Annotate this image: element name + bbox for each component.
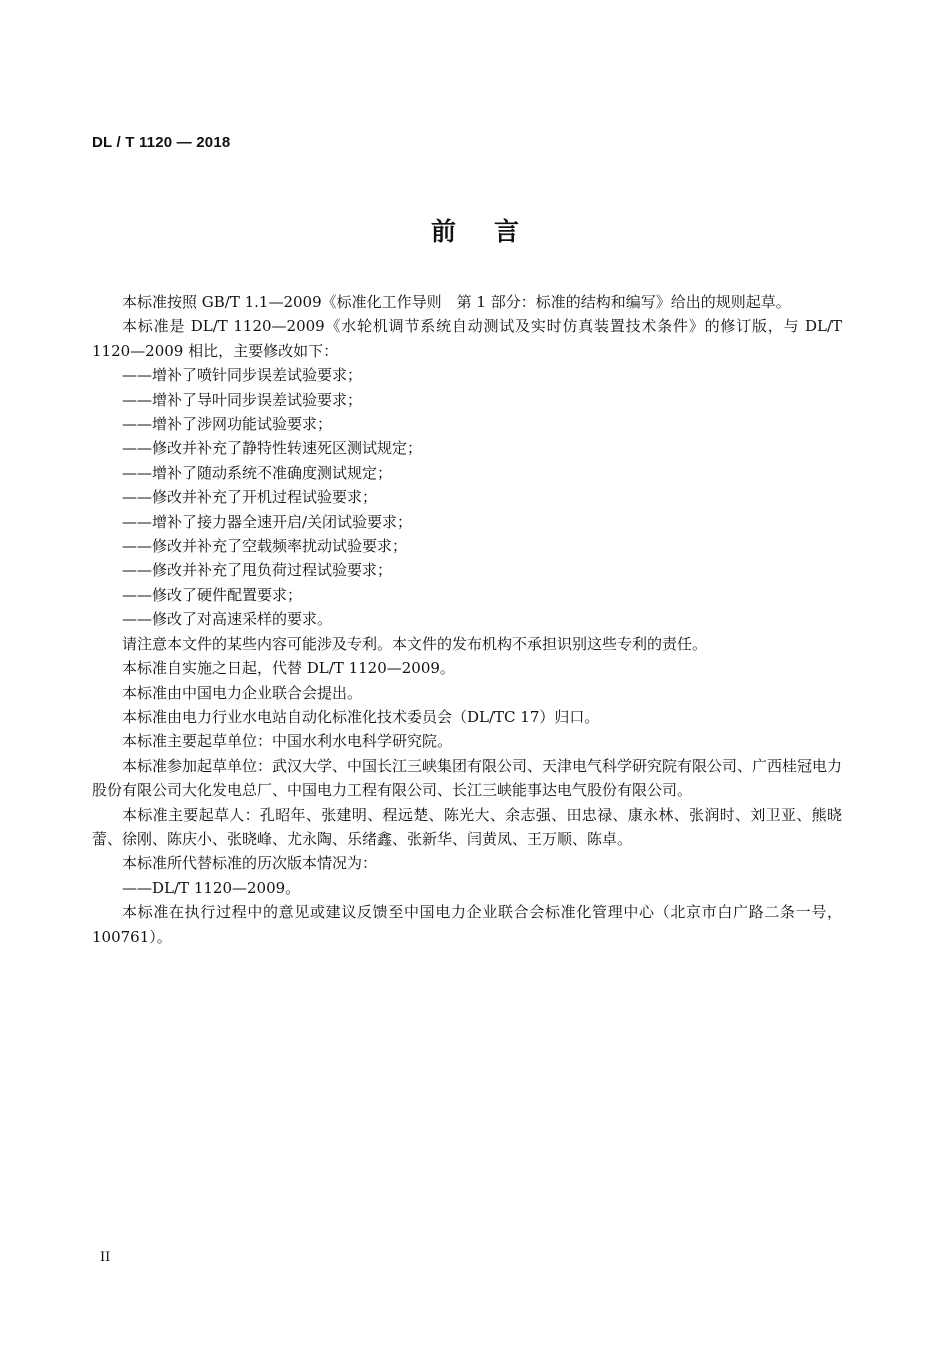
paragraph-centralized-by: 本标准由电力行业水电站自动化标准化技术委员会（DL/TC 17）归口。: [122, 707, 600, 726]
paragraph-revision-summary: 本标准是 DL/T 1120—2009《水轮机调节系统自动测试及实时仿真装置技术条件》的修订版，与 DL/T 1120—2009 相比，主要修改如下：: [92, 317, 842, 360]
paragraph-participating-units: 本标准参加起草单位：武汉大学、中国长江三峡集团有限公司、天津电气科学研究院有限公司、广西桂冠电力股份有限公司大化发电总厂、中国电力工程有限公司、长江三峡能事达电气股份有限公司。: [92, 756, 843, 800]
paragraph-drafting-rules: 本标准按照 GB/T 1.1—2009《标准化工作导则 第 1 部分：标准的结构和编写》给出的规则起草。: [122, 293, 791, 311]
page-number: II: [100, 1250, 111, 1265]
paragraph-history-intro: 本标准所代替标准的历次版本情况为：: [122, 854, 378, 873]
list-item: ——增补了导叶同步误差试验要求；: [122, 390, 363, 409]
list-item: ——增补了涉网功能试验要求；: [122, 415, 333, 434]
list-item: ——修改并补充了甩负荷过程试验要求；: [122, 561, 393, 580]
list-item-history: ——DL/T 1120—2009。: [122, 878, 301, 897]
list-item: ——修改并补充了开机过程试验要求；: [122, 488, 378, 507]
list-item: ——修改了对高速采样的要求。: [122, 610, 333, 629]
list-item: ——增补了喷针同步误差试验要求；: [122, 366, 363, 385]
document-code: DL / T 1120 — 2018: [92, 134, 231, 151]
paragraph-feedback: 本标准在执行过程中的意见或建议反馈至中国电力企业联合会标准化管理中心（北京市白广路二条一号，100761）。: [92, 903, 842, 946]
list-item: ——修改了硬件配置要求；: [122, 585, 303, 604]
document-body: [92, 290, 842, 949]
paragraph-proposed-by: 本标准由中国电力企业联合会提出。: [122, 683, 363, 702]
page-title: 前言: [430, 217, 557, 246]
paragraph-replaces: 本标准自实施之日起，代替 DL/T 1120—2009。: [122, 659, 455, 678]
paragraph-patent-notice: 请注意本文件的某些内容可能涉及专利。本文件的发布机构不承担识别这些专利的责任。: [122, 634, 708, 653]
paragraph-main-drafter-unit: 本标准主要起草单位：中国水利水电科学研究院。: [122, 732, 453, 751]
list-item: ——增补了随动系统不准确度测试规定；: [122, 463, 393, 482]
paragraph-main-drafters: 本标准主要起草人：孔昭年、张建明、程远楚、陈光大、余志强、田忠禄、康永林、张润时、刘卫亚、熊晓蕾、徐刚、陈庆小、张晓峰、尤永陶、乐绪鑫、张新华、闫黄凤、王万顺、陈卓。: [92, 805, 842, 848]
list-item: ——增补了接力器全速开启/关闭试验要求；: [122, 512, 413, 531]
list-item: ——修改并补充了空载频率扰动试验要求；: [122, 537, 408, 556]
list-item: ——修改并补充了静特性转速死区测试规定；: [122, 439, 423, 458]
